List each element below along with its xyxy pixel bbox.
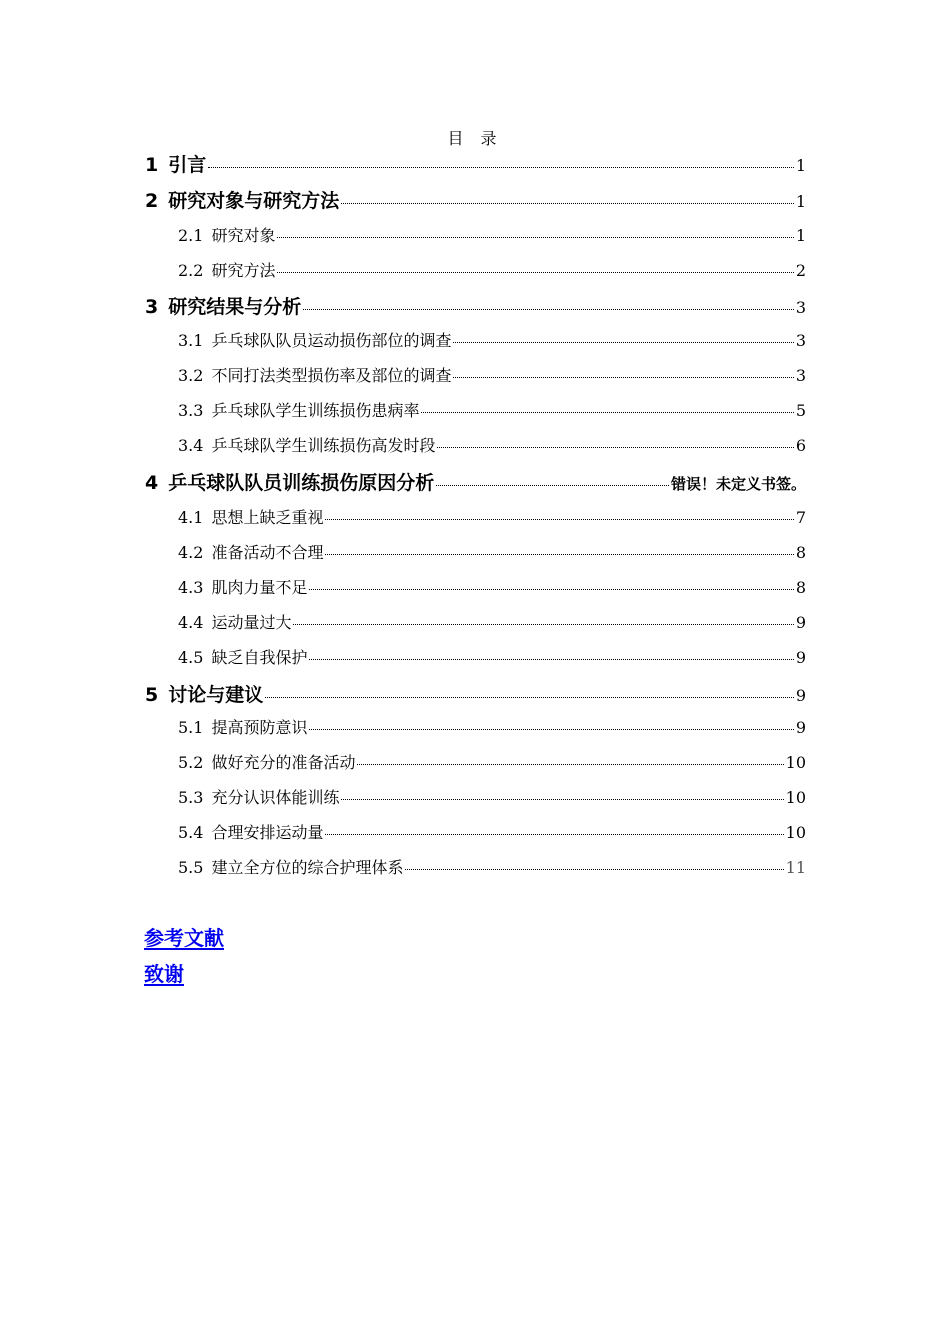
toc-entry[interactable]	[145, 468, 806, 495]
toc-entry-title: 建立全方位的综合护理体系	[211, 858, 404, 877]
toc-entry[interactable]	[178, 575, 806, 598]
toc-dot-leader	[453, 342, 793, 343]
toc-dot-leader	[309, 589, 793, 590]
toc-entry-number: 3.3	[178, 401, 204, 420]
toc-dot-leader	[293, 624, 793, 625]
toc-entry-label	[178, 223, 275, 246]
toc-entry-title: 研究对象与研究方法	[168, 190, 340, 212]
toc-dot-leader	[405, 869, 783, 870]
toc-entry-number: 1	[145, 154, 159, 176]
toc-dot-leader	[325, 834, 783, 835]
toc-dot-leader	[309, 659, 793, 660]
toc-entry-title: 讨论与建议	[168, 684, 264, 706]
toc-entry-page: 2	[795, 261, 806, 280]
toc-entry[interactable]	[178, 328, 806, 351]
toc-entry-number: 5.3	[178, 788, 204, 807]
toc-entry-page: 11	[785, 858, 806, 877]
toc-entry-label	[145, 150, 206, 177]
toc-entry-page: 9	[795, 613, 806, 632]
toc-entry-title: 运动量过大	[211, 613, 292, 632]
toc-entry-title: 乒乓球队队员训练损伤原因分析	[168, 472, 435, 494]
toc-dot-leader	[421, 412, 793, 413]
toc-entry-label	[178, 258, 275, 281]
toc-entry-title: 研究对象	[211, 226, 276, 245]
toc-entry-page: 1	[795, 192, 806, 211]
toc-entry-number: 4	[145, 472, 159, 494]
toc-entry[interactable]	[145, 292, 806, 319]
toc-entry-title: 准备活动不合理	[211, 543, 324, 562]
toc-entry-label	[178, 785, 339, 808]
toc-entry-title: 做好充分的准备活动	[211, 753, 356, 772]
toc-entry-page: 10	[785, 823, 806, 842]
toc-dot-leader	[325, 519, 793, 520]
toc-entry-page: 1	[795, 156, 806, 175]
toc-entry-label	[178, 328, 451, 351]
toc-dot-leader	[325, 554, 793, 555]
toc-entry-page: 错误！未定义书签。	[670, 475, 806, 493]
toc-entry-page: 9	[795, 718, 806, 737]
toc-entry[interactable]	[178, 750, 806, 773]
toc-entry-number: 3.2	[178, 366, 204, 385]
toc-entry-label	[178, 750, 355, 773]
toc-entry-title: 研究结果与分析	[168, 296, 302, 318]
toc-entry-page: 5	[795, 401, 806, 420]
toc-entry-label	[178, 855, 403, 878]
toc-dot-leader	[208, 167, 794, 168]
references-link[interactable]: 参考文献	[144, 926, 224, 950]
toc-entry-label	[145, 186, 339, 213]
toc-entry-title: 肌肉力量不足	[211, 578, 308, 597]
toc-entry[interactable]	[178, 540, 806, 563]
toc-entry-number: 5.1	[178, 718, 204, 737]
toc-dot-leader	[453, 377, 793, 378]
toc-entry-page: 3	[795, 298, 806, 317]
toc-entry-page: 3	[795, 331, 806, 350]
toc-entry[interactable]	[178, 820, 806, 843]
toc-entry-page: 9	[795, 648, 806, 667]
toc-entry-label	[178, 715, 307, 738]
toc-entry-number: 4.1	[178, 508, 204, 527]
toc-dot-leader	[341, 203, 794, 204]
toc-entry-title: 合理安排运动量	[211, 823, 324, 842]
toc-entry-label	[178, 505, 323, 528]
toc-entry-title: 提高预防意识	[211, 718, 308, 737]
toc-dot-leader	[309, 729, 793, 730]
toc-dot-leader	[341, 799, 783, 800]
toc-entry-page: 9	[795, 686, 806, 705]
toc-entry-page: 1	[795, 226, 806, 245]
toc-entry[interactable]	[178, 715, 806, 738]
toc-dot-leader	[437, 447, 793, 448]
toc-entry-number: 4.4	[178, 613, 204, 632]
toc-entry-label	[178, 820, 323, 843]
toc-entry[interactable]	[178, 645, 806, 668]
toc-entry-title: 乒乓球队学生训练损伤患病率	[211, 401, 420, 420]
toc-entry-label	[178, 398, 419, 421]
toc-entry-title: 充分认识体能训练	[211, 788, 340, 807]
toc-entry-page: 8	[795, 543, 806, 562]
toc-entry-number: 4.5	[178, 648, 204, 667]
toc-entry-label	[145, 292, 301, 319]
toc-entry[interactable]	[145, 680, 806, 707]
toc-dot-leader	[277, 272, 793, 273]
toc-entry[interactable]	[178, 610, 806, 633]
toc-entry-number: 2.2	[178, 261, 204, 280]
toc-entry-title: 不同打法类型损伤率及部位的调查	[211, 366, 452, 385]
toc-entry-title: 引言	[168, 154, 207, 176]
toc-entry-label	[178, 610, 291, 633]
toc-entry-number: 5.5	[178, 858, 204, 877]
toc-entry-number: 3.1	[178, 331, 204, 350]
toc-entry-title: 乒乓球队学生训练损伤高发时段	[211, 436, 436, 455]
toc-dot-leader	[277, 237, 793, 238]
toc-entry-title: 缺乏自我保护	[211, 648, 308, 667]
toc-entry[interactable]	[178, 223, 806, 246]
toc-dot-leader	[357, 764, 783, 765]
toc-entry-number: 2	[145, 190, 159, 212]
toc-entry-number: 4.3	[178, 578, 204, 597]
toc-entry-number: 2.1	[178, 226, 204, 245]
toc-entry-title: 乒乓球队队员运动损伤部位的调查	[211, 331, 452, 350]
toc-entry[interactable]	[178, 433, 806, 456]
toc-entry[interactable]	[178, 363, 806, 386]
toc-entry-label	[178, 433, 435, 456]
toc-entry-label	[178, 363, 451, 386]
toc-entry-label	[178, 645, 307, 668]
toc-entry-page: 8	[795, 578, 806, 597]
toc-title: 目 录	[447, 129, 503, 148]
toc-entry-title: 研究方法	[211, 261, 276, 280]
toc-entry[interactable]	[178, 258, 806, 281]
toc-entry-number: 3	[145, 296, 159, 318]
toc-entry-label	[178, 575, 307, 598]
toc-entry[interactable]	[145, 186, 806, 213]
toc-entry-title: 思想上缺乏重视	[211, 508, 324, 527]
toc-entry-page: 10	[785, 788, 806, 807]
toc-entry-label	[178, 540, 323, 563]
toc-entry-number: 5	[145, 684, 159, 706]
acknowledgements-link[interactable]: 致谢	[144, 962, 184, 986]
toc-entry-page: 10	[785, 753, 806, 772]
toc-entry-number: 3.4	[178, 436, 204, 455]
toc-entry-page: 3	[795, 366, 806, 385]
toc-entry-page: 6	[795, 436, 806, 455]
toc-entry-number: 4.2	[178, 543, 204, 562]
toc-entry[interactable]	[178, 785, 806, 808]
toc-entry-label	[145, 680, 263, 707]
toc-entry[interactable]	[178, 855, 806, 878]
toc-entry-label	[145, 468, 434, 495]
toc-entry-number: 5.4	[178, 823, 204, 842]
toc-entry-page: 7	[795, 508, 806, 527]
toc-entry[interactable]	[145, 150, 806, 177]
toc-entry[interactable]	[178, 505, 806, 528]
toc-entry-number: 5.2	[178, 753, 204, 772]
toc-entry[interactable]	[178, 398, 806, 421]
toc-dot-leader	[265, 697, 794, 698]
toc-dot-leader	[436, 485, 669, 486]
toc-dot-leader	[303, 309, 794, 310]
